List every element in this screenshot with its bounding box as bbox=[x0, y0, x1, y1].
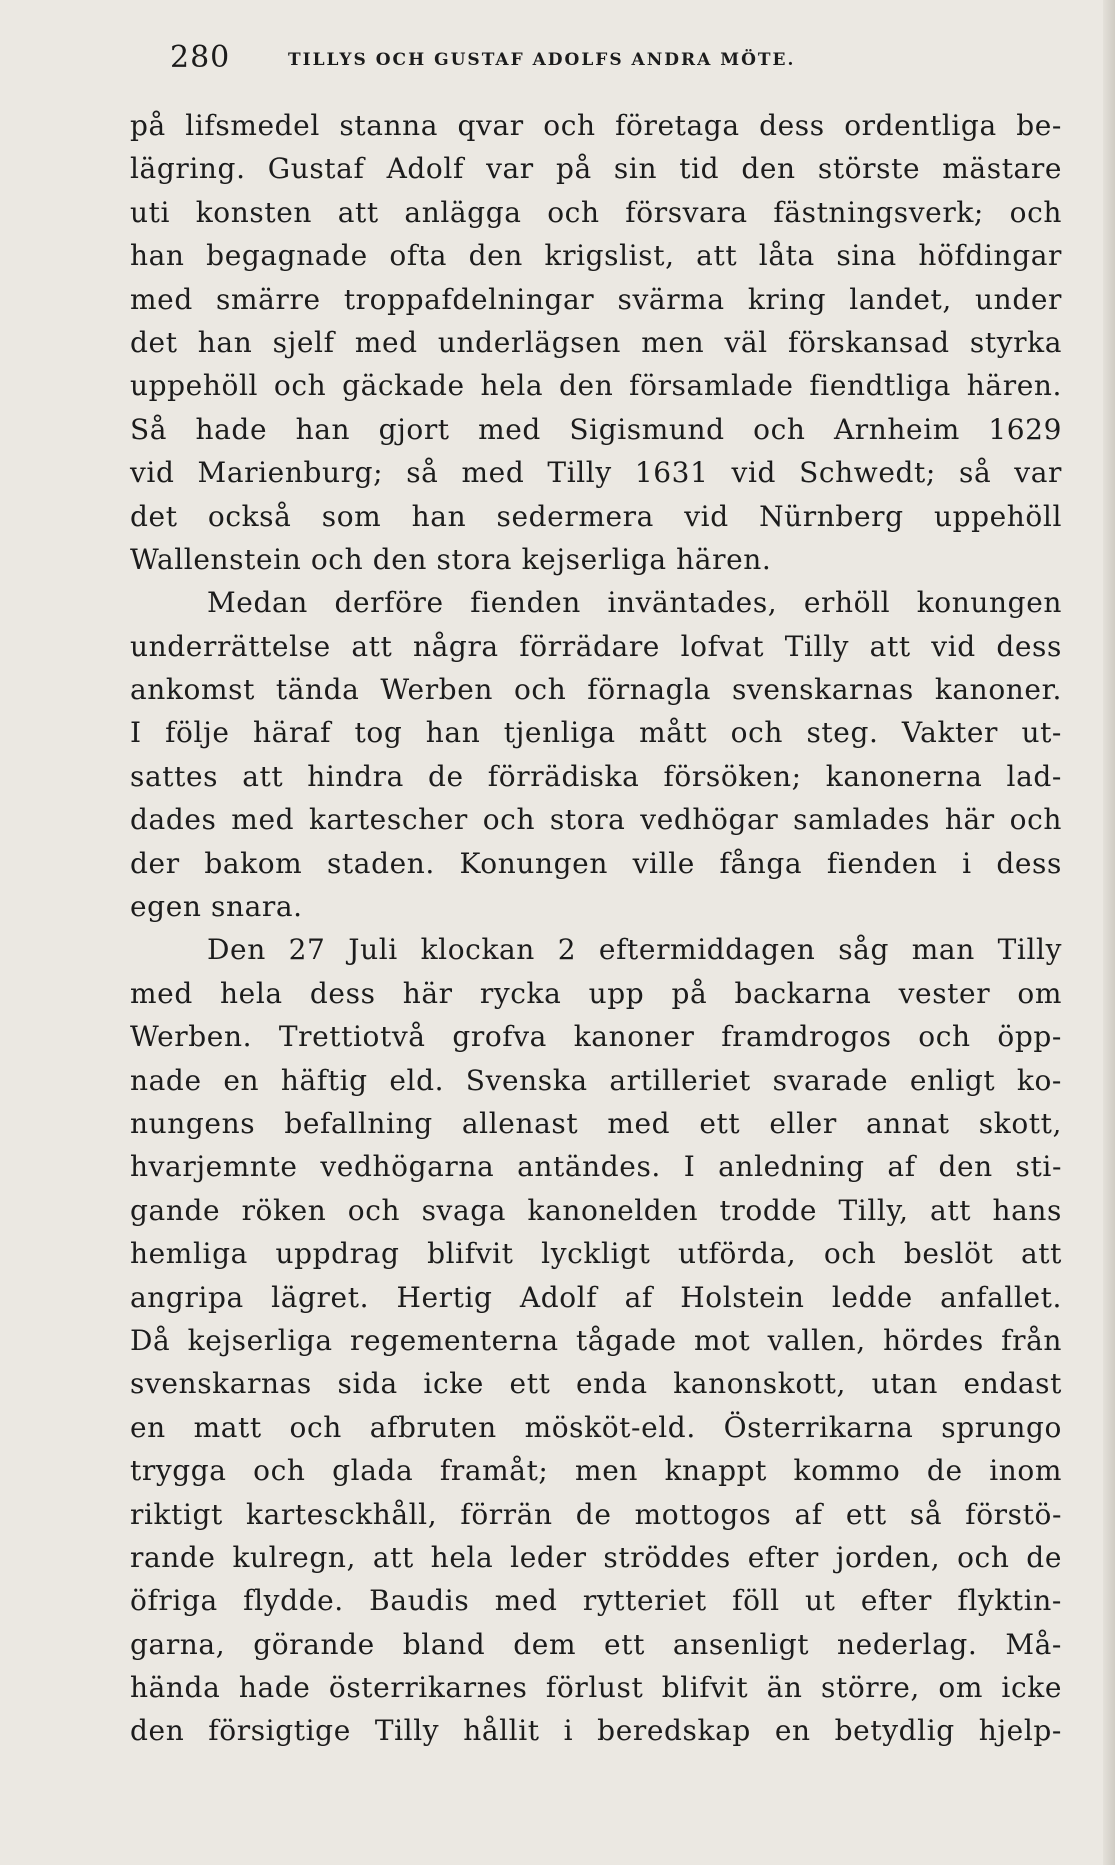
text-line: I följe häraf tog han tjenliga mått och steg. Vakter ut- bbox=[130, 716, 1062, 750]
text-line: Wallenstein och den stora kejserliga hären. bbox=[130, 542, 772, 576]
text-line: lägring. Gustaf Adolf var på sin tid den störste mästare bbox=[130, 152, 1062, 186]
text-line: med smärre troppafdelningar svärma kring landet, under bbox=[130, 282, 1062, 316]
text-line: Medan derföre fienden inväntades, erhöll konungen bbox=[207, 586, 1062, 620]
running-head: TILLYS OCH GUSTAF ADOLFS ANDRA MÖTE. bbox=[288, 50, 796, 70]
text-line: trygga och glada framåt; men knappt kommo de inom bbox=[130, 1454, 1062, 1488]
text-line: uppehöll och gäckade hela den församlade fiendtliga hären. bbox=[130, 369, 1062, 403]
text-line: gande röken och svaga kanonelden trodde Tilly, att hans bbox=[130, 1193, 1062, 1227]
text-line: det han sjelf med underlägsen men väl förskansad styrka bbox=[130, 325, 1062, 359]
text-line: rande kulregn, att hela leder ströddes efter jorden, och de bbox=[130, 1540, 1062, 1574]
page-number: 280 bbox=[170, 40, 231, 75]
page-edge-shadow bbox=[1103, 0, 1115, 1865]
text-line: hvarjemnte vedhögarna antändes. I anledning af den sti- bbox=[130, 1150, 1062, 1184]
text-line: sattes att hindra de förrädiska försöken; kanonerna lad- bbox=[130, 759, 1062, 793]
text-line: nungens befallning allenast med ett eller annat skott, bbox=[130, 1106, 1062, 1140]
text-line: angripa lägret. Hertig Adolf af Holstein ledde anfallet. bbox=[130, 1280, 1062, 1314]
text-line: der bakom staden. Konungen ville fånga fienden i dess bbox=[130, 846, 1062, 880]
text-line: Då kejserliga regementerna tågade mot vallen, hördes från bbox=[130, 1323, 1062, 1357]
text-line: öfriga flydde. Baudis med rytteriet föll ut efter flyktin- bbox=[130, 1584, 1062, 1618]
text-line: en matt och afbruten mösköt-eld. Österrikarna sprungo bbox=[130, 1410, 1062, 1444]
text-line: svenskarnas sida icke ett enda kanonskott, utan endast bbox=[130, 1367, 1062, 1401]
text-line: Den 27 Juli klockan 2 eftermiddagen såg man Tilly bbox=[207, 933, 1062, 967]
text-line: han begagnade ofta den krigslist, att låta sina höfdingar bbox=[130, 239, 1062, 273]
text-line: den försigtige Tilly hållit i beredskap en betydlig hjelp- bbox=[130, 1714, 1062, 1748]
text-line: uti konsten att anlägga och försvara fästningsverk; och bbox=[130, 195, 1062, 229]
text-line: på lifsmedel stanna qvar och företaga dess ordentliga be- bbox=[130, 109, 1062, 142]
body-text bbox=[130, 104, 1062, 1753]
text-line: garna, görande bland dem ett ansenligt nederlag. Må- bbox=[130, 1627, 1062, 1661]
text-line: Så hade han gjort med Sigismund och Arnheim 1629 bbox=[130, 412, 1062, 446]
text-line: det också som han sedermera vid Nürnberg uppehöll bbox=[130, 499, 1062, 533]
text-line: hemliga uppdrag blifvit lyckligt utförda, och beslöt att bbox=[130, 1237, 1062, 1271]
text-line: vid Marienburg; så med Tilly 1631 vid Schwedt; så var bbox=[130, 456, 1062, 490]
text-line: Werben. Trettiotvå grofva kanoner framdrogos och öpp- bbox=[130, 1020, 1062, 1054]
text-line: riktigt kartesckhåll, förrän de mottogos af ett så förstö- bbox=[130, 1497, 1062, 1531]
text-line: hända hade österrikarnes förlust blifvit än större, om icke bbox=[130, 1671, 1062, 1705]
text-line: underrättelse att några förrädare lofvat Tilly att vid dess bbox=[130, 629, 1062, 663]
text-line: med hela dess här rycka upp på backarna vester om bbox=[130, 976, 1062, 1010]
text-line: dades med kartescher och stora vedhögar samlades här och bbox=[130, 803, 1062, 837]
text-line: nade en häftig eld. Svenska artilleriet svarade enligt ko- bbox=[130, 1063, 1062, 1097]
page-header bbox=[170, 38, 960, 78]
text-line: egen snara. bbox=[130, 890, 303, 924]
text-line: ankomst tända Werben och förnagla svenskarnas kanoner. bbox=[130, 673, 1062, 707]
